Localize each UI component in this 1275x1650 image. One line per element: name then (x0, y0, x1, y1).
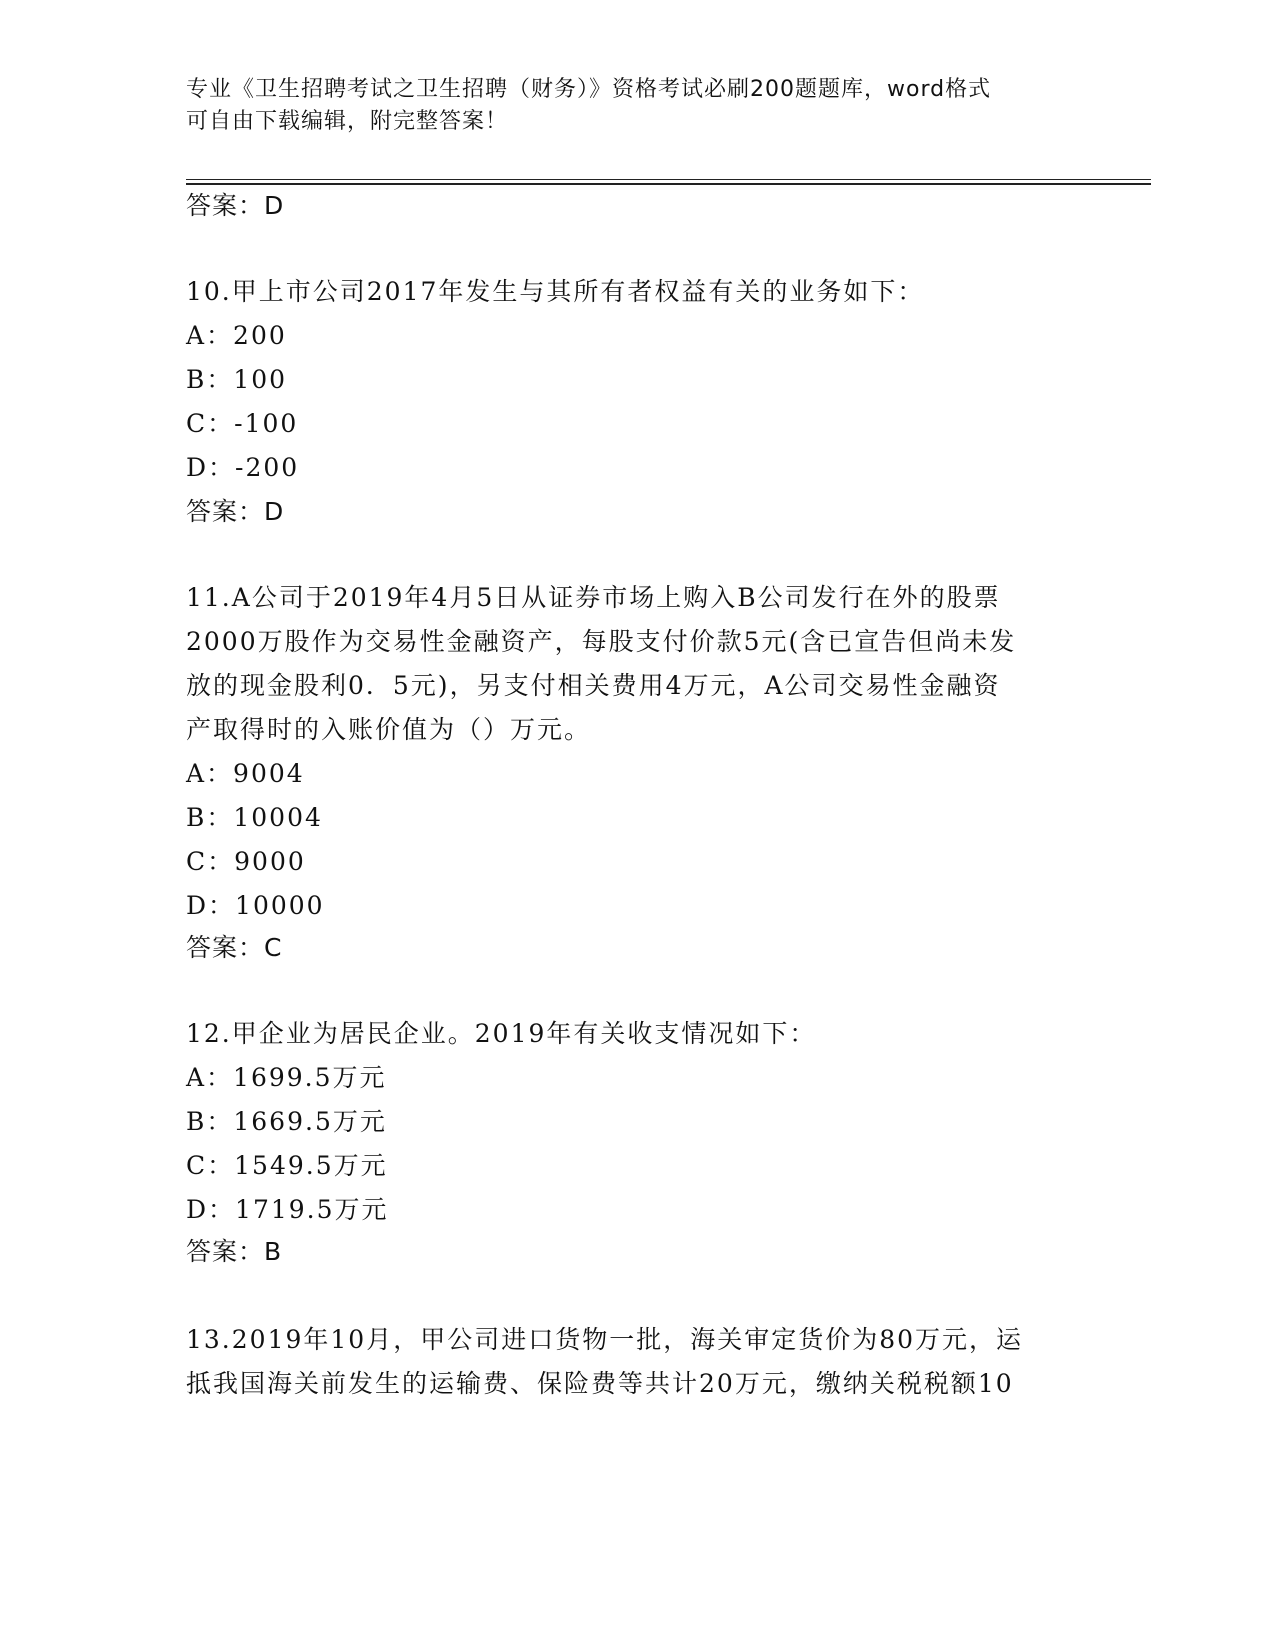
q10-answer: 答案：D (186, 497, 285, 526)
q13-stem-line-1: 13.2019年10月，甲公司进口货物一批，海关审定货价为80万元，运 (186, 1325, 1024, 1354)
q10-option-c: C：-100 (186, 409, 299, 438)
q11-stem-line-3: 放的现金股利0．5元)，另支付相关费用4万元，A公司交易性金融资 (186, 671, 1001, 700)
q13-stem-line-2: 抵我国海关前发生的运输费、保险费等共计20万元，缴纳关税税额10 (186, 1369, 1014, 1398)
document-header (186, 74, 1066, 138)
q11-option-d: D：10000 (186, 891, 325, 920)
q12-stem: 12.甲企业为居民企业。2019年有关收支情况如下： (186, 1019, 817, 1048)
q9-answer: 答案：D (186, 191, 285, 220)
q11-option-b: B：10004 (186, 803, 323, 832)
header-title-line-2: 可自由下载编辑，附完整答案！ (186, 109, 509, 134)
q12-option-b: B：1669.5万元 (186, 1107, 387, 1136)
q12-option-d: D：1719.5万元 (186, 1195, 389, 1224)
header-divider-thick (186, 183, 1151, 185)
q11-option-a: A：9004 (186, 759, 305, 788)
q11-stem-line-1: 11.A公司于2019年4月5日从证券市场上购入B公司发行在外的股票 (186, 583, 1001, 612)
header-divider-thin (186, 179, 1151, 180)
q11-stem-line-4: 产取得时的入账价值为（）万元。 (186, 715, 592, 744)
q11-answer: 答案：C (186, 933, 283, 962)
header-title-line-1: 专业《卫生招聘考试之卫生招聘（财务）》资格考试必刷200题题库，word格式 (186, 77, 992, 102)
q12-option-a: A：1699.5万元 (186, 1063, 387, 1092)
q12-answer: 答案：B (186, 1237, 283, 1266)
q10-option-d: D：-200 (186, 453, 300, 482)
q10-stem: 10.甲上市公司2017年发生与其所有者权益有关的业务如下： (186, 277, 925, 306)
q10-option-b: B：100 (186, 365, 288, 394)
q11-option-c: C：9000 (186, 847, 306, 876)
q12-option-c: C：1549.5万元 (186, 1151, 388, 1180)
q11-stem-line-2: 2000万股作为交易性金融资产，每股支付价款5元(含已宣告但尚未发 (186, 627, 1017, 656)
q10-option-a: A：200 (186, 321, 287, 350)
